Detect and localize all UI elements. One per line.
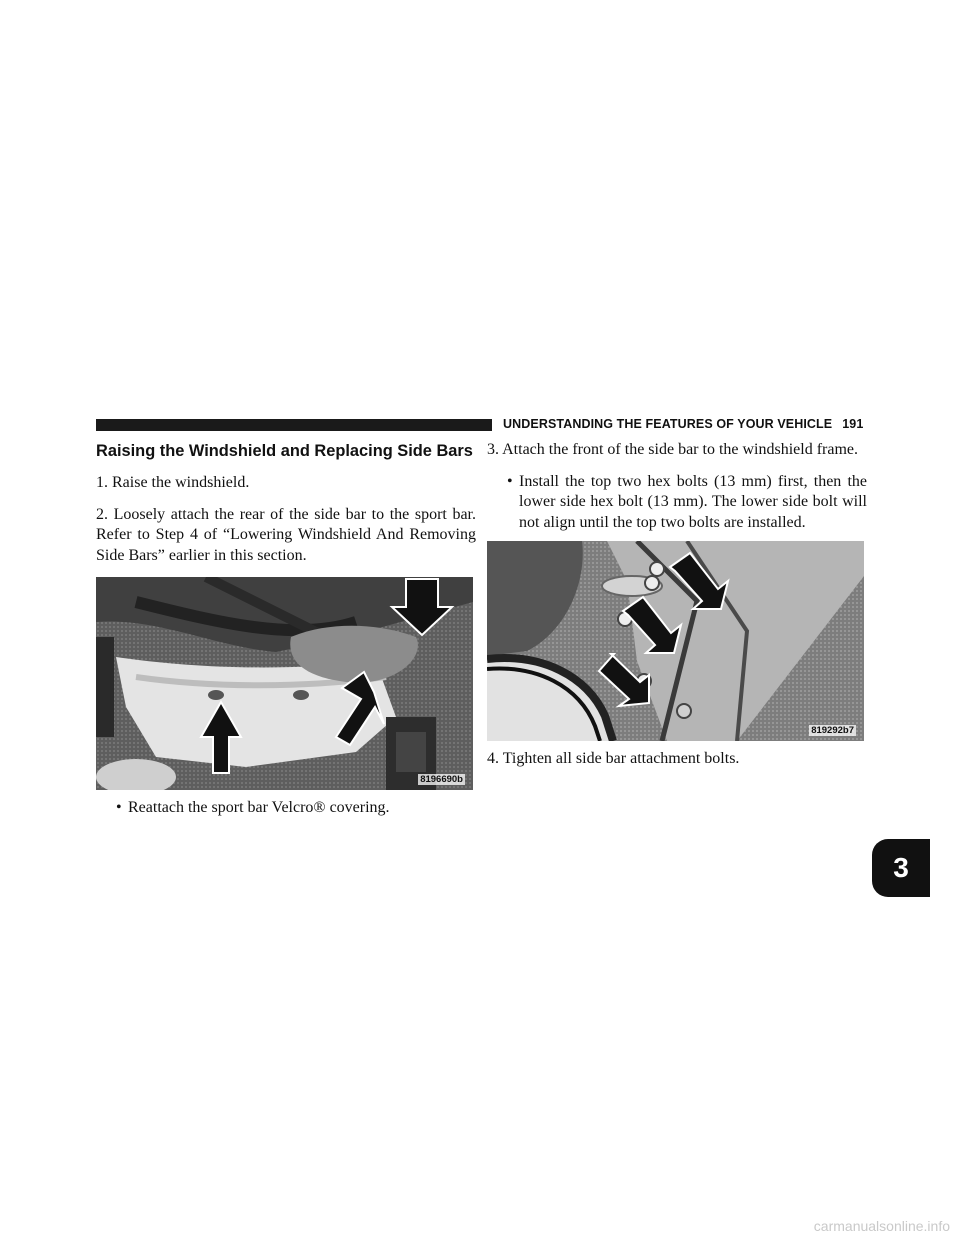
header-rule	[96, 419, 492, 431]
step-1: 1. Raise the windshield.	[96, 474, 250, 491]
right-column	[487, 440, 867, 781]
bullet-hex-bolts: • Install the top two hex bolts (13 mm) first, then the lower side hex bolt (13 mm). The lower side bolt will not align until the top two bolts are installed.	[487, 472, 867, 534]
left-column	[96, 440, 476, 827]
figure-side-bar-rear-illustration	[96, 577, 473, 790]
figure-side-bar-rear	[96, 577, 473, 790]
watermark: carmanualsonline.info	[813, 1218, 950, 1234]
section-heading: Raising the Windshield and Replacing Side Bars	[96, 442, 473, 460]
figure-windshield-bolts	[487, 541, 864, 741]
chapter-tab: 3	[872, 839, 930, 897]
figure-windshield-bolts-illustration	[487, 541, 864, 741]
header-section-title: UNDERSTANDING THE FEATURES OF YOUR VEHICLE	[503, 417, 833, 431]
left-bullet-list	[96, 798, 476, 819]
right-bullet-list	[487, 472, 867, 534]
figure-id: 819292b7	[811, 725, 854, 736]
step-2: 2. Loosely attach the rear of the side bar to the sport bar. Refer to Step 4 of “Lowering Windshield And Removing Side Bars” earlier in this section.	[96, 505, 476, 564]
page-number: 191	[842, 417, 864, 431]
running-header	[503, 417, 863, 431]
step-3: 3. Attach the front of the side bar to the windshield frame.	[487, 441, 859, 458]
step-4: 4. Tighten all side bar attachment bolts.	[487, 750, 740, 767]
figure-id: 8196690b	[420, 774, 463, 785]
bullet-velcro: • Reattach the sport bar Velcro® covering.	[96, 798, 476, 819]
